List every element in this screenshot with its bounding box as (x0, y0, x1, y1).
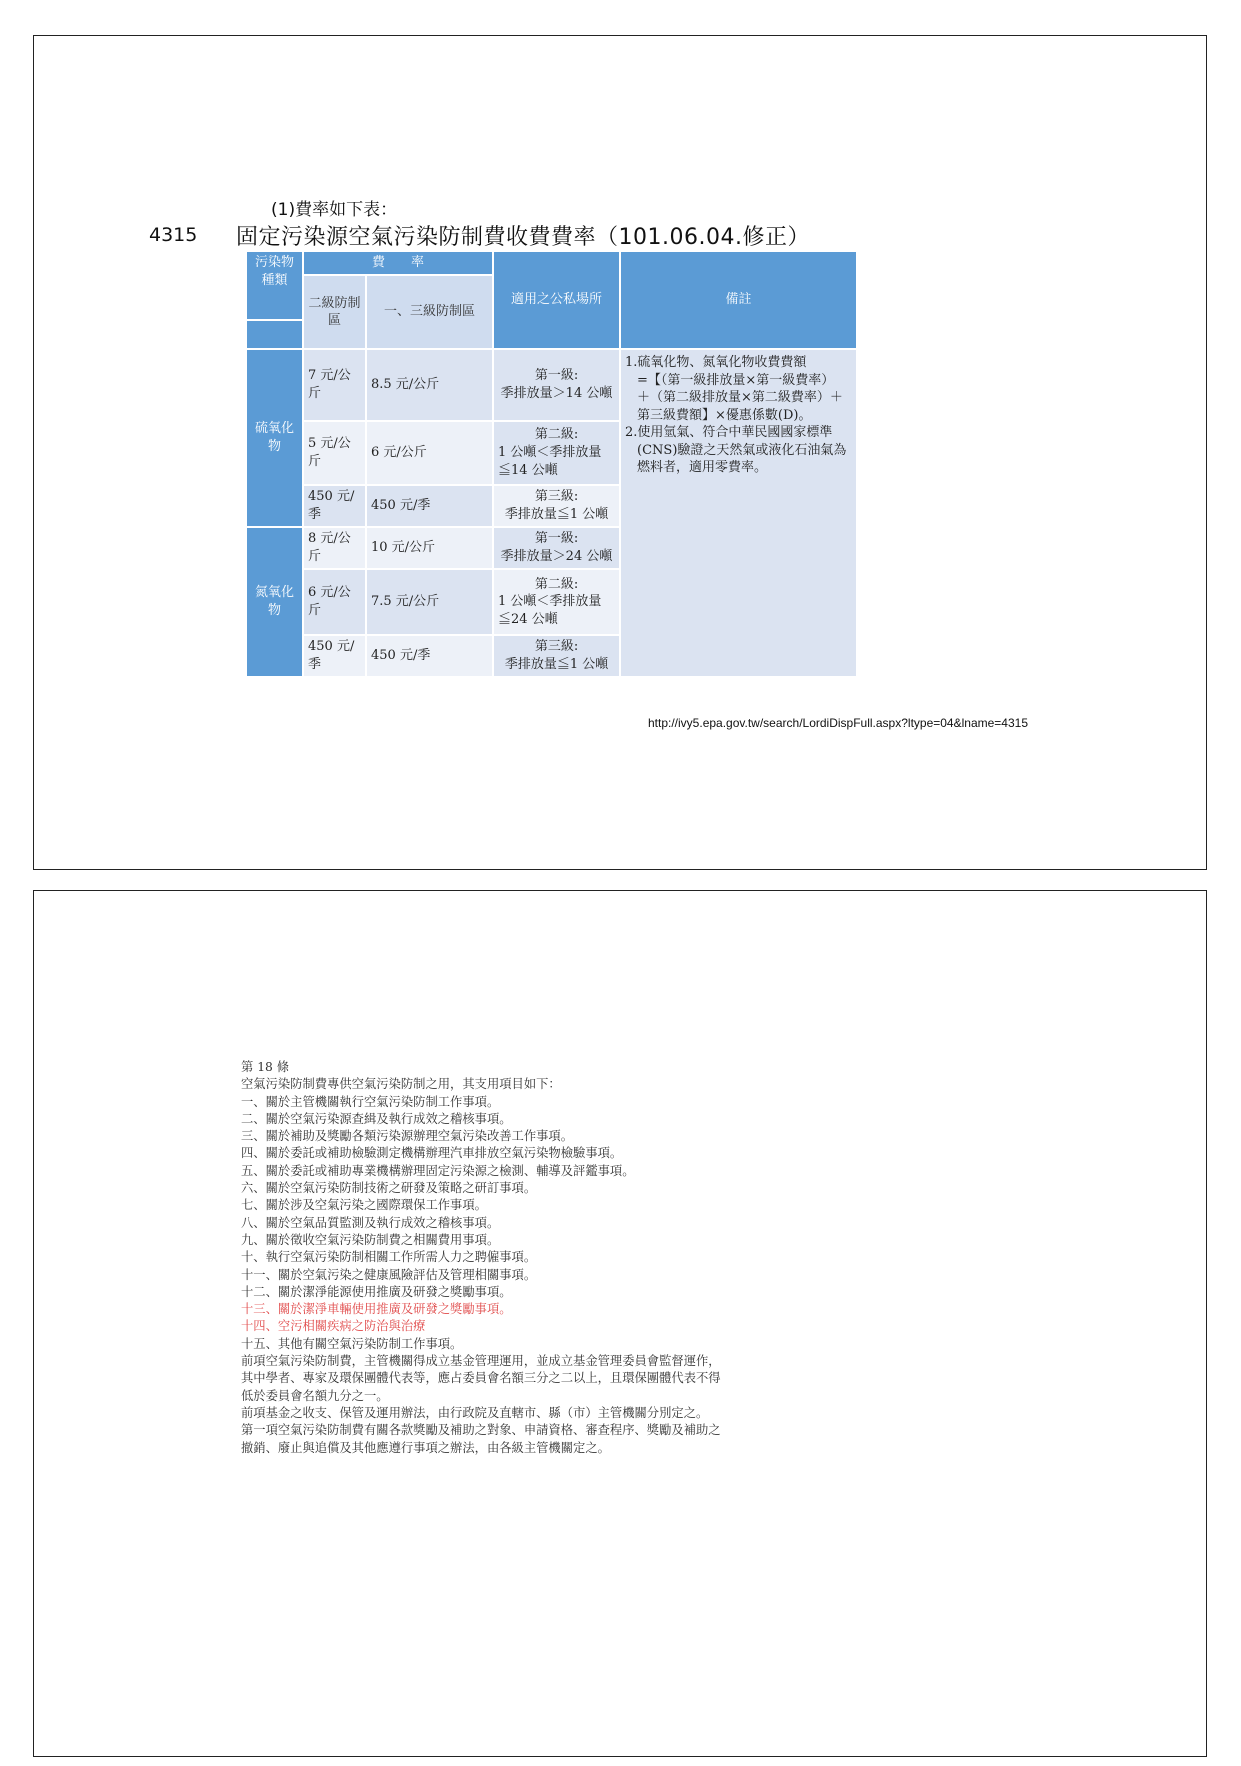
level-cell (493, 527, 620, 569)
article-line-highlighted: 十三、關於潔淨車輛使用推廣及研發之獎勵事項。 (241, 1302, 512, 1317)
pollutant-sox: 硫氧化物 (246, 349, 303, 527)
level-range: 季排放量≦1 公噸 (504, 506, 609, 522)
article-line: 八、關於空氣品質監測及執行成效之稽核事項。 (241, 1215, 500, 1230)
article-line: 空氣污染防制費專供空氣污染防制之用，其支用項目如下： (241, 1077, 561, 1092)
header-rate: 費 率 (303, 251, 493, 275)
header-applicable: 適用之公私場所 (493, 251, 620, 349)
rate-cell: 10 元/公斤 (366, 527, 493, 569)
note-line: (CNS)驗證之天然氣或液化石油氣為燃料者，適用零費率。 (637, 442, 847, 476)
rate-cell: 6 元/公斤 (366, 421, 493, 485)
law-article (241, 1059, 721, 1457)
header-zone-2: 二級防制區 (303, 275, 366, 349)
level-range: 季排放量＞14 公噸 (500, 386, 613, 402)
article-line: 五、關於委託或補助專業機構辦理固定污染源之檢測、輔導及評鑑事項。 (241, 1163, 635, 1178)
rate-cell: 5 元/公斤 (303, 421, 366, 485)
level-cell (493, 421, 620, 485)
slide-subtitle: (1)費率如下表： (271, 200, 398, 220)
article-line: 十二、關於潔淨能源使用推廣及研發之獎勵事項。 (241, 1284, 512, 1299)
level-cell (493, 485, 620, 527)
article-line-highlighted: 十四、空污相關疾病之防治與治療 (241, 1319, 426, 1334)
article-line: 三、關於補助及獎勵各類污染源辦理空氣污染改善工作事項。 (241, 1129, 574, 1144)
article-line: 九、關於徵收空氣污染防制費之相關費用事項。 (241, 1232, 500, 1247)
slide-title: 固定污染源空氣污染防制費收費費率（101.06.04.修正） (236, 225, 810, 250)
level-label: 第三級: (534, 639, 579, 655)
header-remarks: 備註 (620, 251, 857, 349)
level-range: 季排放量≦1 公噸 (504, 656, 609, 672)
note-line: ＋（第二級排放量×第二級費率）＋第三級費額】×優惠係數(D)。 (637, 390, 843, 423)
article-paragraph: 前項基金之收支、保管及運用辦法，由行政院及直轄市、縣（市）主管機關分別定之。 (241, 1405, 709, 1420)
article-paragraph: 前項空氣污染防制費，主管機關得成立基金管理運用，並成立基金管理委員會監督運作，其中學者、專家及環保團體代表等，應占委員會名額三分之二以上，且環保團體代表不得低於委員會名額九分之一。 (241, 1354, 721, 1403)
level-label: 第二級: (534, 576, 579, 592)
slide-number: 4315 (149, 224, 198, 246)
level-range: 1 公噸＜季排放量≦24 公噸 (498, 594, 602, 627)
article-line: 四、關於委託或補助檢驗測定機構辦理汽車排放空氣污染物檢驗事項。 (241, 1146, 623, 1161)
level-cell (493, 569, 620, 635)
rate-cell: 8.5 元/公斤 (366, 349, 493, 421)
article-title: 第 18 條 (241, 1060, 290, 1074)
header-zone-1-3: 一、三級防制區 (366, 275, 493, 349)
level-label: 第一級: (534, 531, 579, 547)
pollutant-nox: 氮氧化物 (246, 527, 303, 677)
level-label: 第二級: (534, 427, 579, 443)
note-line: 1.硫氧化物、氮氧化物收費費額 (625, 355, 807, 371)
level-range: 1 公噸＜季排放量≦14 公噸 (498, 445, 602, 478)
article-line: 六、關於空氣污染防制技術之研發及策略之研訂事項。 (241, 1181, 537, 1196)
level-cell (493, 635, 620, 677)
note-line: =【（第一級排放量×第一級費率） (637, 372, 835, 388)
article-paragraph: 第一項空氣污染防制費有關各款獎勵及補助之對象、申請資格、審查程序、獎勵及補助之撤銷、廢止與追償及其他應遵行事項之辦法，由各級主管機關定之。 (241, 1423, 721, 1455)
header-blank (246, 320, 303, 349)
rate-cell: 6 元/公斤 (303, 569, 366, 635)
article-line: 十一、關於空氣污染之健康風險評估及管理相關事項。 (241, 1267, 537, 1282)
remarks-cell (620, 349, 857, 677)
article-line: 二、關於空氣污染源查緝及執行成效之稽核事項。 (241, 1111, 512, 1126)
article-line: 十五、其他有關空氣污染防制工作事項。 (241, 1336, 463, 1351)
level-label: 第三級: (534, 489, 579, 505)
article-line: 十、執行空氣污染防制相關工作所需人力之聘僱事項。 (241, 1250, 537, 1265)
rate-cell: 450 元/季 (303, 485, 366, 527)
source-url[interactable]: http://ivy5.epa.gov.tw/search/LordiDispFull.aspx?ltype=04&lname=4315 (648, 716, 1028, 730)
fee-rate-table (245, 250, 858, 678)
level-label: 第一級: (534, 368, 579, 384)
note-line: 2.使用氫氣、符合中華民國國家標準 (625, 425, 833, 441)
level-cell (493, 349, 620, 421)
header-pollutant-type: 污染物種類 (246, 251, 303, 320)
rate-cell: 7.5 元/公斤 (366, 569, 493, 635)
rate-cell: 7 元/公斤 (303, 349, 366, 421)
rate-cell: 450 元/季 (366, 635, 493, 677)
rate-cell: 8 元/公斤 (303, 527, 366, 569)
article-line: 七、關於涉及空氣污染之國際環保工作事項。 (241, 1198, 487, 1213)
article-line: 一、關於主管機關執行空氣污染防制工作事項。 (241, 1094, 500, 1109)
level-range: 季排放量＞24 公噸 (500, 548, 613, 564)
rate-cell: 450 元/季 (366, 485, 493, 527)
rate-cell: 450 元/季 (303, 635, 366, 677)
